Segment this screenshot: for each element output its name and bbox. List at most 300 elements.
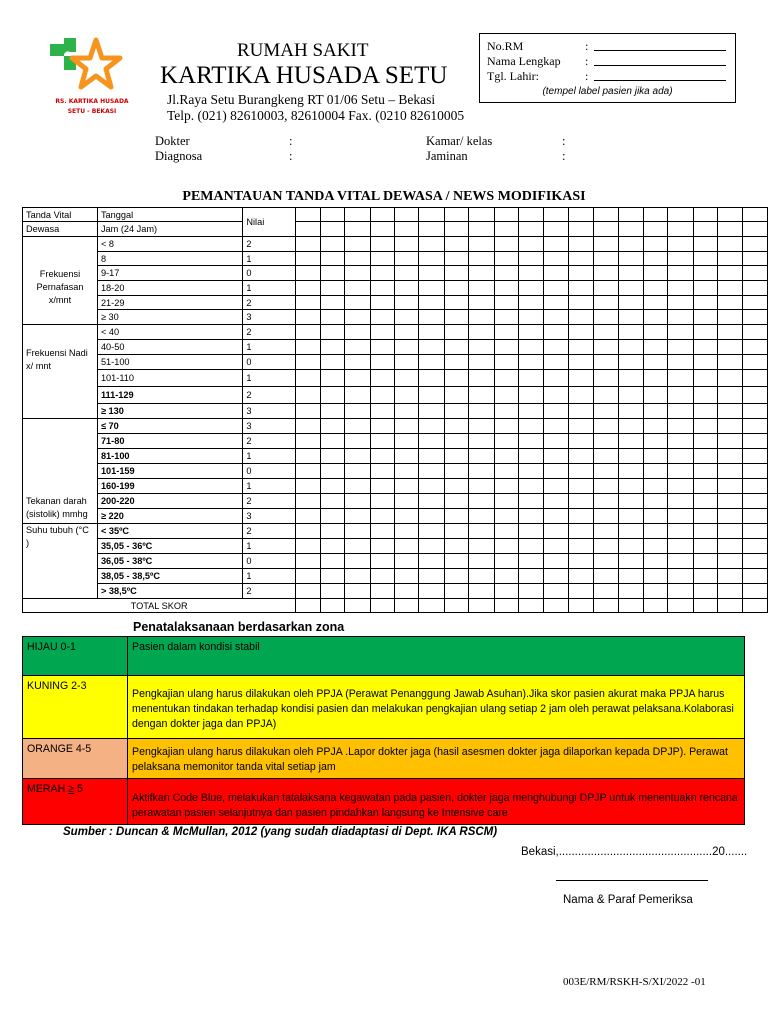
score-cell[interactable] — [494, 524, 518, 539]
date-cell[interactable] — [743, 208, 768, 222]
score-cell[interactable] — [518, 449, 543, 464]
time-cell[interactable] — [668, 222, 693, 237]
score-cell[interactable] — [518, 370, 543, 387]
score-cell[interactable] — [594, 569, 618, 584]
score-cell[interactable] — [743, 295, 768, 310]
score-cell[interactable] — [345, 387, 370, 404]
score-cell[interactable] — [444, 419, 468, 434]
score-cell[interactable] — [668, 340, 693, 355]
score-cell[interactable] — [668, 404, 693, 419]
total-cell[interactable] — [345, 599, 370, 613]
score-cell[interactable] — [668, 509, 693, 524]
score-cell[interactable] — [643, 251, 667, 266]
score-cell[interactable] — [544, 524, 568, 539]
score-cell[interactable] — [668, 479, 693, 494]
score-cell[interactable] — [544, 464, 568, 479]
score-cell[interactable] — [394, 370, 418, 387]
score-cell[interactable] — [494, 251, 518, 266]
score-cell[interactable] — [568, 509, 593, 524]
score-cell[interactable] — [419, 387, 444, 404]
score-cell[interactable] — [394, 251, 418, 266]
score-cell[interactable] — [419, 449, 444, 464]
score-cell[interactable] — [296, 237, 320, 252]
score-cell[interactable] — [345, 404, 370, 419]
score-cell[interactable] — [320, 554, 344, 569]
score-cell[interactable] — [370, 340, 394, 355]
score-cell[interactable] — [444, 479, 468, 494]
score-cell[interactable] — [544, 251, 568, 266]
score-cell[interactable] — [693, 464, 717, 479]
score-cell[interactable] — [494, 479, 518, 494]
score-cell[interactable] — [469, 295, 494, 310]
score-cell[interactable] — [320, 266, 344, 281]
score-cell[interactable] — [419, 479, 444, 494]
total-cell[interactable] — [320, 599, 344, 613]
score-cell[interactable] — [444, 554, 468, 569]
score-cell[interactable] — [518, 355, 543, 370]
score-cell[interactable] — [568, 404, 593, 419]
field-line[interactable] — [594, 80, 726, 81]
score-cell[interactable] — [345, 340, 370, 355]
score-cell[interactable] — [394, 464, 418, 479]
score-cell[interactable] — [394, 237, 418, 252]
score-cell[interactable] — [444, 266, 468, 281]
score-cell[interactable] — [544, 479, 568, 494]
score-cell[interactable] — [594, 419, 618, 434]
score-cell[interactable] — [568, 237, 593, 252]
score-cell[interactable] — [544, 387, 568, 404]
score-cell[interactable] — [419, 355, 444, 370]
score-cell[interactable] — [618, 554, 643, 569]
time-cell[interactable] — [370, 222, 394, 237]
score-cell[interactable] — [345, 251, 370, 266]
score-cell[interactable] — [643, 325, 667, 340]
score-cell[interactable] — [296, 404, 320, 419]
score-cell[interactable] — [693, 524, 717, 539]
score-cell[interactable] — [594, 295, 618, 310]
score-cell[interactable] — [693, 325, 717, 340]
score-cell[interactable] — [370, 464, 394, 479]
date-cell[interactable] — [345, 208, 370, 222]
score-cell[interactable] — [370, 569, 394, 584]
score-cell[interactable] — [594, 310, 618, 325]
score-cell[interactable] — [320, 355, 344, 370]
score-cell[interactable] — [494, 370, 518, 387]
score-cell[interactable] — [544, 370, 568, 387]
score-cell[interactable] — [320, 281, 344, 296]
score-cell[interactable] — [743, 554, 768, 569]
total-cell[interactable] — [544, 599, 568, 613]
score-cell[interactable] — [618, 434, 643, 449]
score-cell[interactable] — [444, 310, 468, 325]
score-cell[interactable] — [718, 554, 743, 569]
score-cell[interactable] — [296, 479, 320, 494]
score-cell[interactable] — [320, 509, 344, 524]
score-cell[interactable] — [718, 281, 743, 296]
score-cell[interactable] — [643, 524, 667, 539]
score-cell[interactable] — [419, 464, 444, 479]
score-cell[interactable] — [469, 340, 494, 355]
total-cell[interactable] — [718, 599, 743, 613]
score-cell[interactable] — [370, 509, 394, 524]
score-cell[interactable] — [469, 464, 494, 479]
score-cell[interactable] — [419, 340, 444, 355]
score-cell[interactable] — [718, 340, 743, 355]
date-cell[interactable] — [320, 208, 344, 222]
total-cell[interactable] — [693, 599, 717, 613]
score-cell[interactable] — [643, 434, 667, 449]
score-cell[interactable] — [296, 494, 320, 509]
score-cell[interactable] — [594, 464, 618, 479]
score-cell[interactable] — [643, 370, 667, 387]
score-cell[interactable] — [419, 554, 444, 569]
score-cell[interactable] — [568, 310, 593, 325]
score-cell[interactable] — [345, 237, 370, 252]
score-cell[interactable] — [469, 404, 494, 419]
score-cell[interactable] — [568, 387, 593, 404]
score-cell[interactable] — [618, 387, 643, 404]
score-cell[interactable] — [618, 404, 643, 419]
score-cell[interactable] — [718, 266, 743, 281]
date-cell[interactable] — [370, 208, 394, 222]
score-cell[interactable] — [518, 237, 543, 252]
score-cell[interactable] — [718, 524, 743, 539]
score-cell[interactable] — [643, 509, 667, 524]
score-cell[interactable] — [718, 464, 743, 479]
score-cell[interactable] — [544, 584, 568, 599]
score-cell[interactable] — [518, 554, 543, 569]
score-cell[interactable] — [469, 355, 494, 370]
score-cell[interactable] — [594, 266, 618, 281]
score-cell[interactable] — [544, 449, 568, 464]
score-cell[interactable] — [494, 340, 518, 355]
score-cell[interactable] — [494, 404, 518, 419]
score-cell[interactable] — [444, 404, 468, 419]
score-cell[interactable] — [370, 494, 394, 509]
score-cell[interactable] — [693, 295, 717, 310]
score-cell[interactable] — [469, 494, 494, 509]
score-cell[interactable] — [296, 355, 320, 370]
score-cell[interactable] — [320, 449, 344, 464]
score-cell[interactable] — [419, 569, 444, 584]
score-cell[interactable] — [469, 281, 494, 296]
score-cell[interactable] — [296, 281, 320, 296]
score-cell[interactable] — [618, 266, 643, 281]
score-cell[interactable] — [743, 355, 768, 370]
score-cell[interactable] — [370, 237, 394, 252]
score-cell[interactable] — [618, 569, 643, 584]
score-cell[interactable] — [494, 295, 518, 310]
score-cell[interactable] — [320, 237, 344, 252]
score-cell[interactable] — [296, 310, 320, 325]
score-cell[interactable] — [518, 266, 543, 281]
score-cell[interactable] — [568, 434, 593, 449]
score-cell[interactable] — [444, 434, 468, 449]
score-cell[interactable] — [320, 404, 344, 419]
score-cell[interactable] — [518, 419, 543, 434]
score-cell[interactable] — [594, 340, 618, 355]
score-cell[interactable] — [320, 370, 344, 387]
score-cell[interactable] — [718, 325, 743, 340]
total-cell[interactable] — [296, 599, 320, 613]
score-cell[interactable] — [594, 355, 618, 370]
score-cell[interactable] — [296, 539, 320, 554]
score-cell[interactable] — [693, 434, 717, 449]
score-cell[interactable] — [370, 479, 394, 494]
score-cell[interactable] — [444, 355, 468, 370]
score-cell[interactable] — [320, 524, 344, 539]
score-cell[interactable] — [643, 584, 667, 599]
score-cell[interactable] — [668, 449, 693, 464]
score-cell[interactable] — [370, 266, 394, 281]
score-cell[interactable] — [693, 419, 717, 434]
score-cell[interactable] — [743, 251, 768, 266]
time-cell[interactable] — [444, 222, 468, 237]
score-cell[interactable] — [743, 370, 768, 387]
score-cell[interactable] — [643, 554, 667, 569]
score-cell[interactable] — [743, 237, 768, 252]
score-cell[interactable] — [643, 237, 667, 252]
score-cell[interactable] — [618, 479, 643, 494]
score-cell[interactable] — [743, 449, 768, 464]
score-cell[interactable] — [469, 524, 494, 539]
score-cell[interactable] — [693, 251, 717, 266]
score-cell[interactable] — [370, 554, 394, 569]
score-cell[interactable] — [419, 524, 444, 539]
score-cell[interactable] — [718, 449, 743, 464]
score-cell[interactable] — [345, 554, 370, 569]
score-cell[interactable] — [296, 509, 320, 524]
score-cell[interactable] — [544, 325, 568, 340]
field-line[interactable] — [594, 65, 726, 66]
score-cell[interactable] — [693, 355, 717, 370]
score-cell[interactable] — [494, 419, 518, 434]
score-cell[interactable] — [370, 524, 394, 539]
score-cell[interactable] — [618, 464, 643, 479]
score-cell[interactable] — [693, 387, 717, 404]
date-cell[interactable] — [544, 208, 568, 222]
score-cell[interactable] — [668, 370, 693, 387]
date-cell[interactable] — [394, 208, 418, 222]
score-cell[interactable] — [568, 554, 593, 569]
score-cell[interactable] — [370, 387, 394, 404]
score-cell[interactable] — [444, 524, 468, 539]
score-cell[interactable] — [693, 494, 717, 509]
score-cell[interactable] — [718, 310, 743, 325]
score-cell[interactable] — [618, 310, 643, 325]
date-cell[interactable] — [568, 208, 593, 222]
score-cell[interactable] — [618, 509, 643, 524]
score-cell[interactable] — [394, 266, 418, 281]
score-cell[interactable] — [743, 281, 768, 296]
score-cell[interactable] — [494, 509, 518, 524]
score-cell[interactable] — [419, 295, 444, 310]
score-cell[interactable] — [518, 494, 543, 509]
score-cell[interactable] — [345, 584, 370, 599]
score-cell[interactable] — [345, 355, 370, 370]
score-cell[interactable] — [618, 449, 643, 464]
score-cell[interactable] — [643, 569, 667, 584]
score-cell[interactable] — [643, 494, 667, 509]
score-cell[interactable] — [518, 325, 543, 340]
score-cell[interactable] — [444, 281, 468, 296]
total-cell[interactable] — [394, 599, 418, 613]
date-cell[interactable] — [296, 208, 320, 222]
score-cell[interactable] — [693, 340, 717, 355]
score-cell[interactable] — [370, 295, 394, 310]
score-cell[interactable] — [693, 237, 717, 252]
score-cell[interactable] — [296, 340, 320, 355]
score-cell[interactable] — [345, 494, 370, 509]
score-cell[interactable] — [370, 281, 394, 296]
score-cell[interactable] — [718, 387, 743, 404]
total-cell[interactable] — [370, 599, 394, 613]
score-cell[interactable] — [544, 355, 568, 370]
score-cell[interactable] — [494, 464, 518, 479]
score-cell[interactable] — [544, 569, 568, 584]
total-cell[interactable] — [419, 599, 444, 613]
score-cell[interactable] — [594, 524, 618, 539]
score-cell[interactable] — [568, 419, 593, 434]
score-cell[interactable] — [494, 281, 518, 296]
score-cell[interactable] — [718, 539, 743, 554]
score-cell[interactable] — [568, 355, 593, 370]
score-cell[interactable] — [568, 370, 593, 387]
date-cell[interactable] — [643, 208, 667, 222]
score-cell[interactable] — [618, 340, 643, 355]
score-cell[interactable] — [618, 584, 643, 599]
score-cell[interactable] — [518, 281, 543, 296]
score-cell[interactable] — [544, 404, 568, 419]
score-cell[interactable] — [743, 494, 768, 509]
score-cell[interactable] — [594, 404, 618, 419]
score-cell[interactable] — [518, 340, 543, 355]
score-cell[interactable] — [494, 237, 518, 252]
score-cell[interactable] — [668, 554, 693, 569]
score-cell[interactable] — [544, 281, 568, 296]
score-cell[interactable] — [419, 281, 444, 296]
score-cell[interactable] — [568, 479, 593, 494]
score-cell[interactable] — [594, 509, 618, 524]
score-cell[interactable] — [568, 539, 593, 554]
score-cell[interactable] — [494, 355, 518, 370]
score-cell[interactable] — [345, 310, 370, 325]
score-cell[interactable] — [668, 524, 693, 539]
score-cell[interactable] — [668, 434, 693, 449]
score-cell[interactable] — [568, 569, 593, 584]
score-cell[interactable] — [568, 251, 593, 266]
score-cell[interactable] — [494, 449, 518, 464]
score-cell[interactable] — [419, 251, 444, 266]
score-cell[interactable] — [693, 310, 717, 325]
time-cell[interactable] — [494, 222, 518, 237]
time-cell[interactable] — [394, 222, 418, 237]
score-cell[interactable] — [743, 310, 768, 325]
score-cell[interactable] — [668, 494, 693, 509]
score-cell[interactable] — [568, 449, 593, 464]
time-cell[interactable] — [544, 222, 568, 237]
score-cell[interactable] — [643, 295, 667, 310]
score-cell[interactable] — [544, 539, 568, 554]
score-cell[interactable] — [419, 404, 444, 419]
score-cell[interactable] — [568, 494, 593, 509]
score-cell[interactable] — [743, 387, 768, 404]
score-cell[interactable] — [643, 340, 667, 355]
score-cell[interactable] — [296, 387, 320, 404]
score-cell[interactable] — [743, 434, 768, 449]
total-cell[interactable] — [618, 599, 643, 613]
score-cell[interactable] — [643, 355, 667, 370]
score-cell[interactable] — [345, 370, 370, 387]
score-cell[interactable] — [419, 419, 444, 434]
total-cell[interactable] — [568, 599, 593, 613]
score-cell[interactable] — [693, 584, 717, 599]
score-cell[interactable] — [394, 295, 418, 310]
score-cell[interactable] — [743, 266, 768, 281]
date-cell[interactable] — [444, 208, 468, 222]
score-cell[interactable] — [296, 325, 320, 340]
date-cell[interactable] — [518, 208, 543, 222]
score-cell[interactable] — [594, 539, 618, 554]
score-cell[interactable] — [743, 539, 768, 554]
score-cell[interactable] — [345, 434, 370, 449]
score-cell[interactable] — [643, 387, 667, 404]
score-cell[interactable] — [469, 310, 494, 325]
score-cell[interactable] — [594, 251, 618, 266]
score-cell[interactable] — [568, 524, 593, 539]
total-cell[interactable] — [494, 599, 518, 613]
score-cell[interactable] — [568, 281, 593, 296]
score-cell[interactable] — [370, 584, 394, 599]
total-cell[interactable] — [444, 599, 468, 613]
score-cell[interactable] — [568, 295, 593, 310]
time-cell[interactable] — [618, 222, 643, 237]
date-cell[interactable] — [469, 208, 494, 222]
score-cell[interactable] — [394, 524, 418, 539]
score-cell[interactable] — [668, 295, 693, 310]
score-cell[interactable] — [345, 266, 370, 281]
score-cell[interactable] — [370, 251, 394, 266]
score-cell[interactable] — [444, 237, 468, 252]
score-cell[interactable] — [320, 340, 344, 355]
score-cell[interactable] — [618, 355, 643, 370]
score-cell[interactable] — [394, 434, 418, 449]
score-cell[interactable] — [668, 419, 693, 434]
score-cell[interactable] — [320, 479, 344, 494]
score-cell[interactable] — [743, 404, 768, 419]
score-cell[interactable] — [718, 494, 743, 509]
score-cell[interactable] — [643, 464, 667, 479]
score-cell[interactable] — [394, 310, 418, 325]
score-cell[interactable] — [743, 569, 768, 584]
score-cell[interactable] — [643, 281, 667, 296]
score-cell[interactable] — [544, 237, 568, 252]
score-cell[interactable] — [345, 479, 370, 494]
score-cell[interactable] — [668, 310, 693, 325]
score-cell[interactable] — [518, 251, 543, 266]
score-cell[interactable] — [320, 494, 344, 509]
score-cell[interactable] — [394, 419, 418, 434]
score-cell[interactable] — [618, 419, 643, 434]
score-cell[interactable] — [444, 539, 468, 554]
score-cell[interactable] — [419, 584, 444, 599]
score-cell[interactable] — [394, 281, 418, 296]
date-cell[interactable] — [668, 208, 693, 222]
total-cell[interactable] — [643, 599, 667, 613]
score-cell[interactable] — [444, 387, 468, 404]
score-cell[interactable] — [568, 340, 593, 355]
score-cell[interactable] — [469, 569, 494, 584]
